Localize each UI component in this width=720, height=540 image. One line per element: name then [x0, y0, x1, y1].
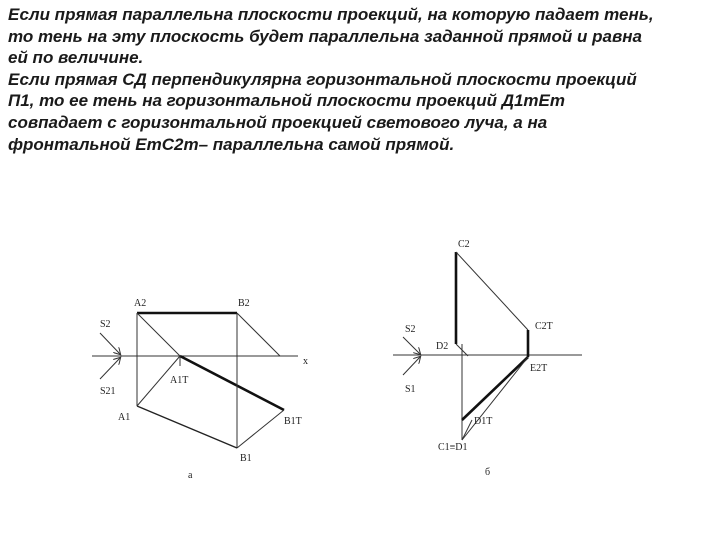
ray-b2 — [237, 313, 280, 356]
paragraph-line-1: Если прямая параллельна плоскости проекций, на которую падает тень, — [8, 5, 654, 24]
label-c2t: C2T — [535, 321, 553, 332]
label-d2: D2 — [436, 341, 449, 352]
ray-c2-c2t — [456, 252, 528, 330]
light-ray-s21 — [100, 358, 120, 379]
light-ray-s2-b — [403, 337, 420, 354]
ray-b1 — [237, 410, 284, 448]
caption-b: б — [485, 467, 491, 478]
label-b1t: B1T — [284, 416, 302, 427]
segment-a1b1 — [137, 406, 237, 448]
figure-b — [393, 239, 582, 478]
label-b1: B1 — [240, 453, 252, 464]
label-c1d1: C1≡D1 — [438, 442, 468, 453]
paragraph-line-4: Если прямая СД перпендикулярна горизонтальной плоскости проекций — [8, 69, 637, 89]
paragraph-line-2: то тень на эту плоскость будет параллельна заданной прямой и равна — [8, 26, 642, 46]
label-s1: S1 — [405, 384, 416, 395]
paragraph-line-6: совпадает с горизонтальной проекцией светового луча, а на — [8, 112, 548, 132]
ray-c1-e2t — [462, 357, 528, 440]
label-s21: S21 — [100, 386, 116, 397]
light-ray-s2 — [100, 333, 120, 354]
label-a1: A1 — [118, 412, 131, 423]
label-s2-a: S2 — [100, 319, 111, 330]
figure-a — [92, 298, 308, 481]
label-a1t: A1T — [170, 375, 189, 386]
label-a2: A2 — [134, 298, 147, 309]
label-e2t: E2T — [530, 363, 548, 374]
label-d1t: D1T — [474, 416, 493, 427]
label-b2: B2 — [238, 298, 250, 309]
paragraph-line-5: П1, то ее тень на горизонтальной плоскости проекций Д1тЕт — [8, 91, 565, 111]
paragraph-line-7: фронтальной ЕтС2т– параллельна самой прямой. — [8, 134, 455, 154]
caption-a: а — [188, 470, 193, 481]
label-c2: C2 — [458, 239, 470, 250]
segment-d1t-e2t — [462, 357, 528, 420]
shadow-a1t-b1t — [180, 356, 284, 410]
label-s2-b: S2 — [405, 324, 416, 335]
light-ray-s1-b — [403, 357, 420, 375]
paragraph-line-3: ей по величине. — [8, 48, 144, 68]
label-x: x — [303, 356, 308, 367]
ray-a2 — [137, 313, 180, 356]
